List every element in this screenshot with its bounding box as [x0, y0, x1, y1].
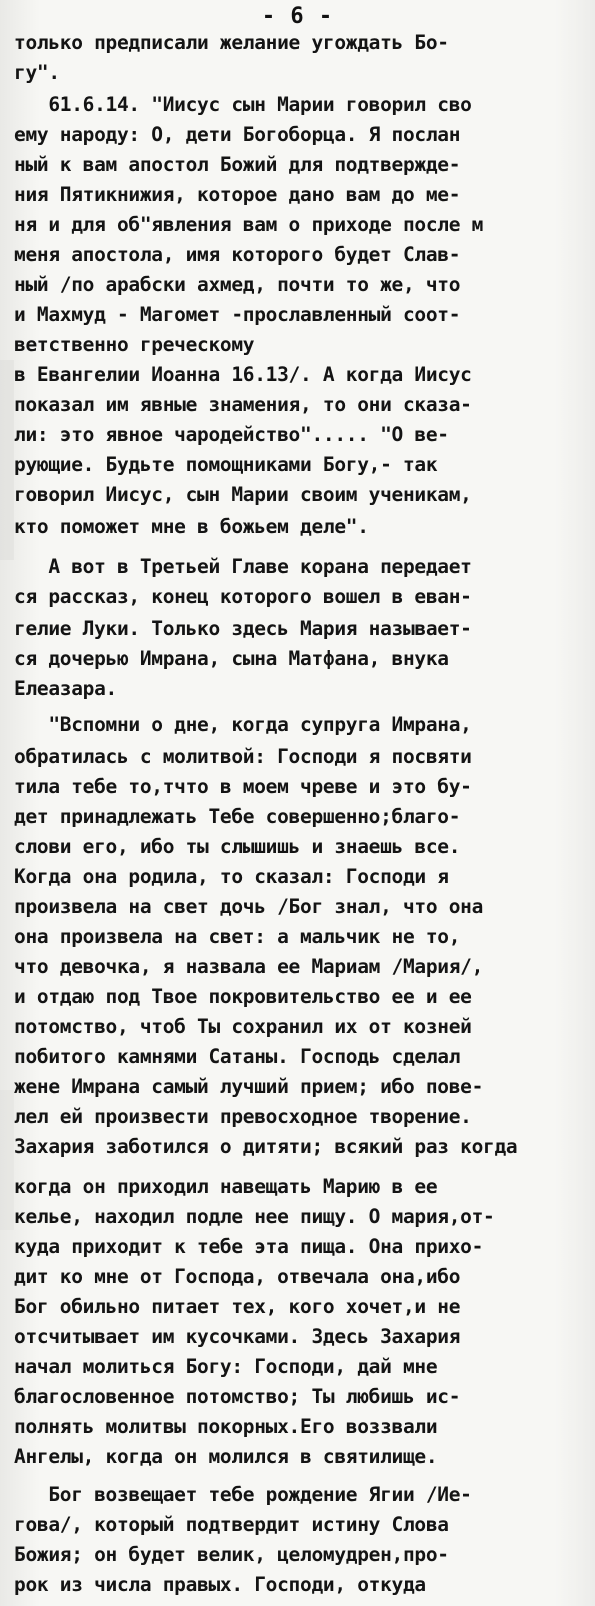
- line: ня и для об"явления вам о приходе после м: [14, 213, 484, 236]
- line: потомство, чтоб Ты сохранил их от козней: [14, 1015, 472, 1038]
- line: что девочка, я назвала ее Мариам /Мария/,: [14, 955, 484, 978]
- line: Бог обильно питает тех, кого хочет,и не: [14, 1295, 461, 1318]
- line: полнять молитвы покорных.Его воззвали: [14, 1415, 438, 1438]
- line: только предписали желание угождать Бо-: [14, 31, 449, 54]
- line: благословенное потомство; Ты любишь ис-: [14, 1385, 461, 1408]
- line: гелие Луки. Только здесь Мария называет-: [14, 617, 472, 640]
- line: гова/, который подтвердит истину Слова: [14, 1513, 449, 1536]
- line: келье, находил подле нее пищу. О мария,от-: [14, 1205, 495, 1228]
- torn-edge-bottom: [0, 1090, 14, 1230]
- line: ния Пятикнижия, которое дано вам до ме-: [14, 183, 461, 206]
- line: и отдаю под Твое покровительство ее и ее: [14, 985, 472, 1008]
- line: когда он приходил навещать Марию в ее: [14, 1175, 438, 1198]
- line: она произвела на свет: а мальчик не то,: [14, 925, 461, 948]
- line: обратилась с молитвой: Господи я посвяти: [14, 745, 472, 768]
- line: А вот в Третьей Главе корана передает: [14, 555, 472, 578]
- line: показал им явные знамения, то они сказа-: [14, 393, 472, 416]
- line: Елеазара.: [14, 677, 117, 700]
- line: дет принадлежать Тебе совершенно;благо-: [14, 805, 461, 828]
- page-number: - 6 -: [261, 4, 334, 29]
- line: ный /по арабски ахмед, почти то же, что: [14, 273, 461, 296]
- line: рок из числа правых. Господи, откуда: [14, 1573, 426, 1596]
- line: меня апостола, имя которого будет Слав-: [14, 243, 461, 266]
- line: тила тебе то,тчто в моем чреве и это бу-: [14, 775, 472, 798]
- line: куда приходит к тебе эта пища. Она прихо-: [14, 1235, 484, 1258]
- line: ли: это явное чародейство"..... "О ве-: [14, 423, 449, 446]
- line: ный к вам апостол Божий для подтвержде-: [14, 153, 461, 176]
- line: произвела на свет дочь /Бог знал, что она: [14, 895, 484, 918]
- line: в Евангелии Иоанна 16.13/. А когда Иисус: [14, 363, 472, 386]
- line: ся рассказ, конец которого вошел в еван-: [14, 585, 472, 608]
- line: Божия; он будет велик, целомудрен,про-: [14, 1543, 449, 1566]
- line: жене Имрана самый лучший прием; ибо пове-: [14, 1075, 484, 1098]
- line: отсчитывает им кусочками. Здесь Захария: [14, 1325, 461, 1348]
- line: говорил Иисус, сын Марии своим ученикам,: [14, 483, 472, 506]
- line: слови его, ибо ты слышишь и знаешь все.: [14, 835, 461, 858]
- line: побитого камнями Сатаны. Господь сделал: [14, 1045, 461, 1068]
- line: 61.6.14. "Иисус сын Марии говорил сво: [14, 93, 472, 116]
- line: Бог возвещает тебе рождение Ягии /Ие-: [14, 1483, 472, 1506]
- line: Ангелы, когда он молился в святилище.: [14, 1445, 438, 1468]
- line: рующие. Будьте помощниками Богу,- так: [14, 453, 438, 476]
- line: лел ей произвести превосходное творение.: [14, 1105, 472, 1128]
- line: дит ко мне от Господа, отвечала она,ибо: [14, 1265, 461, 1288]
- torn-edge-top: [0, 360, 14, 560]
- line: "Вспомни о дне, когда супруга Имрана,: [14, 713, 472, 736]
- line: ему народу: О, дети Богоборца. Я послан: [14, 123, 461, 146]
- line: кто поможет мне в божьем деле".: [14, 515, 369, 538]
- line: и Махмуд - Магомет -прославленный соот-: [14, 303, 461, 326]
- line: ся дочерью Имрана, сына Матфана, внука: [14, 647, 449, 670]
- line: ветственно греческому: [14, 333, 255, 356]
- line: начал молиться Богу: Господи, дай мне: [14, 1355, 438, 1378]
- line: Захария заботился о дитяти; всякий раз когда: [14, 1135, 518, 1158]
- line: Когда она родила, то сказал: Господи я: [14, 865, 449, 888]
- line: гу".: [14, 61, 60, 84]
